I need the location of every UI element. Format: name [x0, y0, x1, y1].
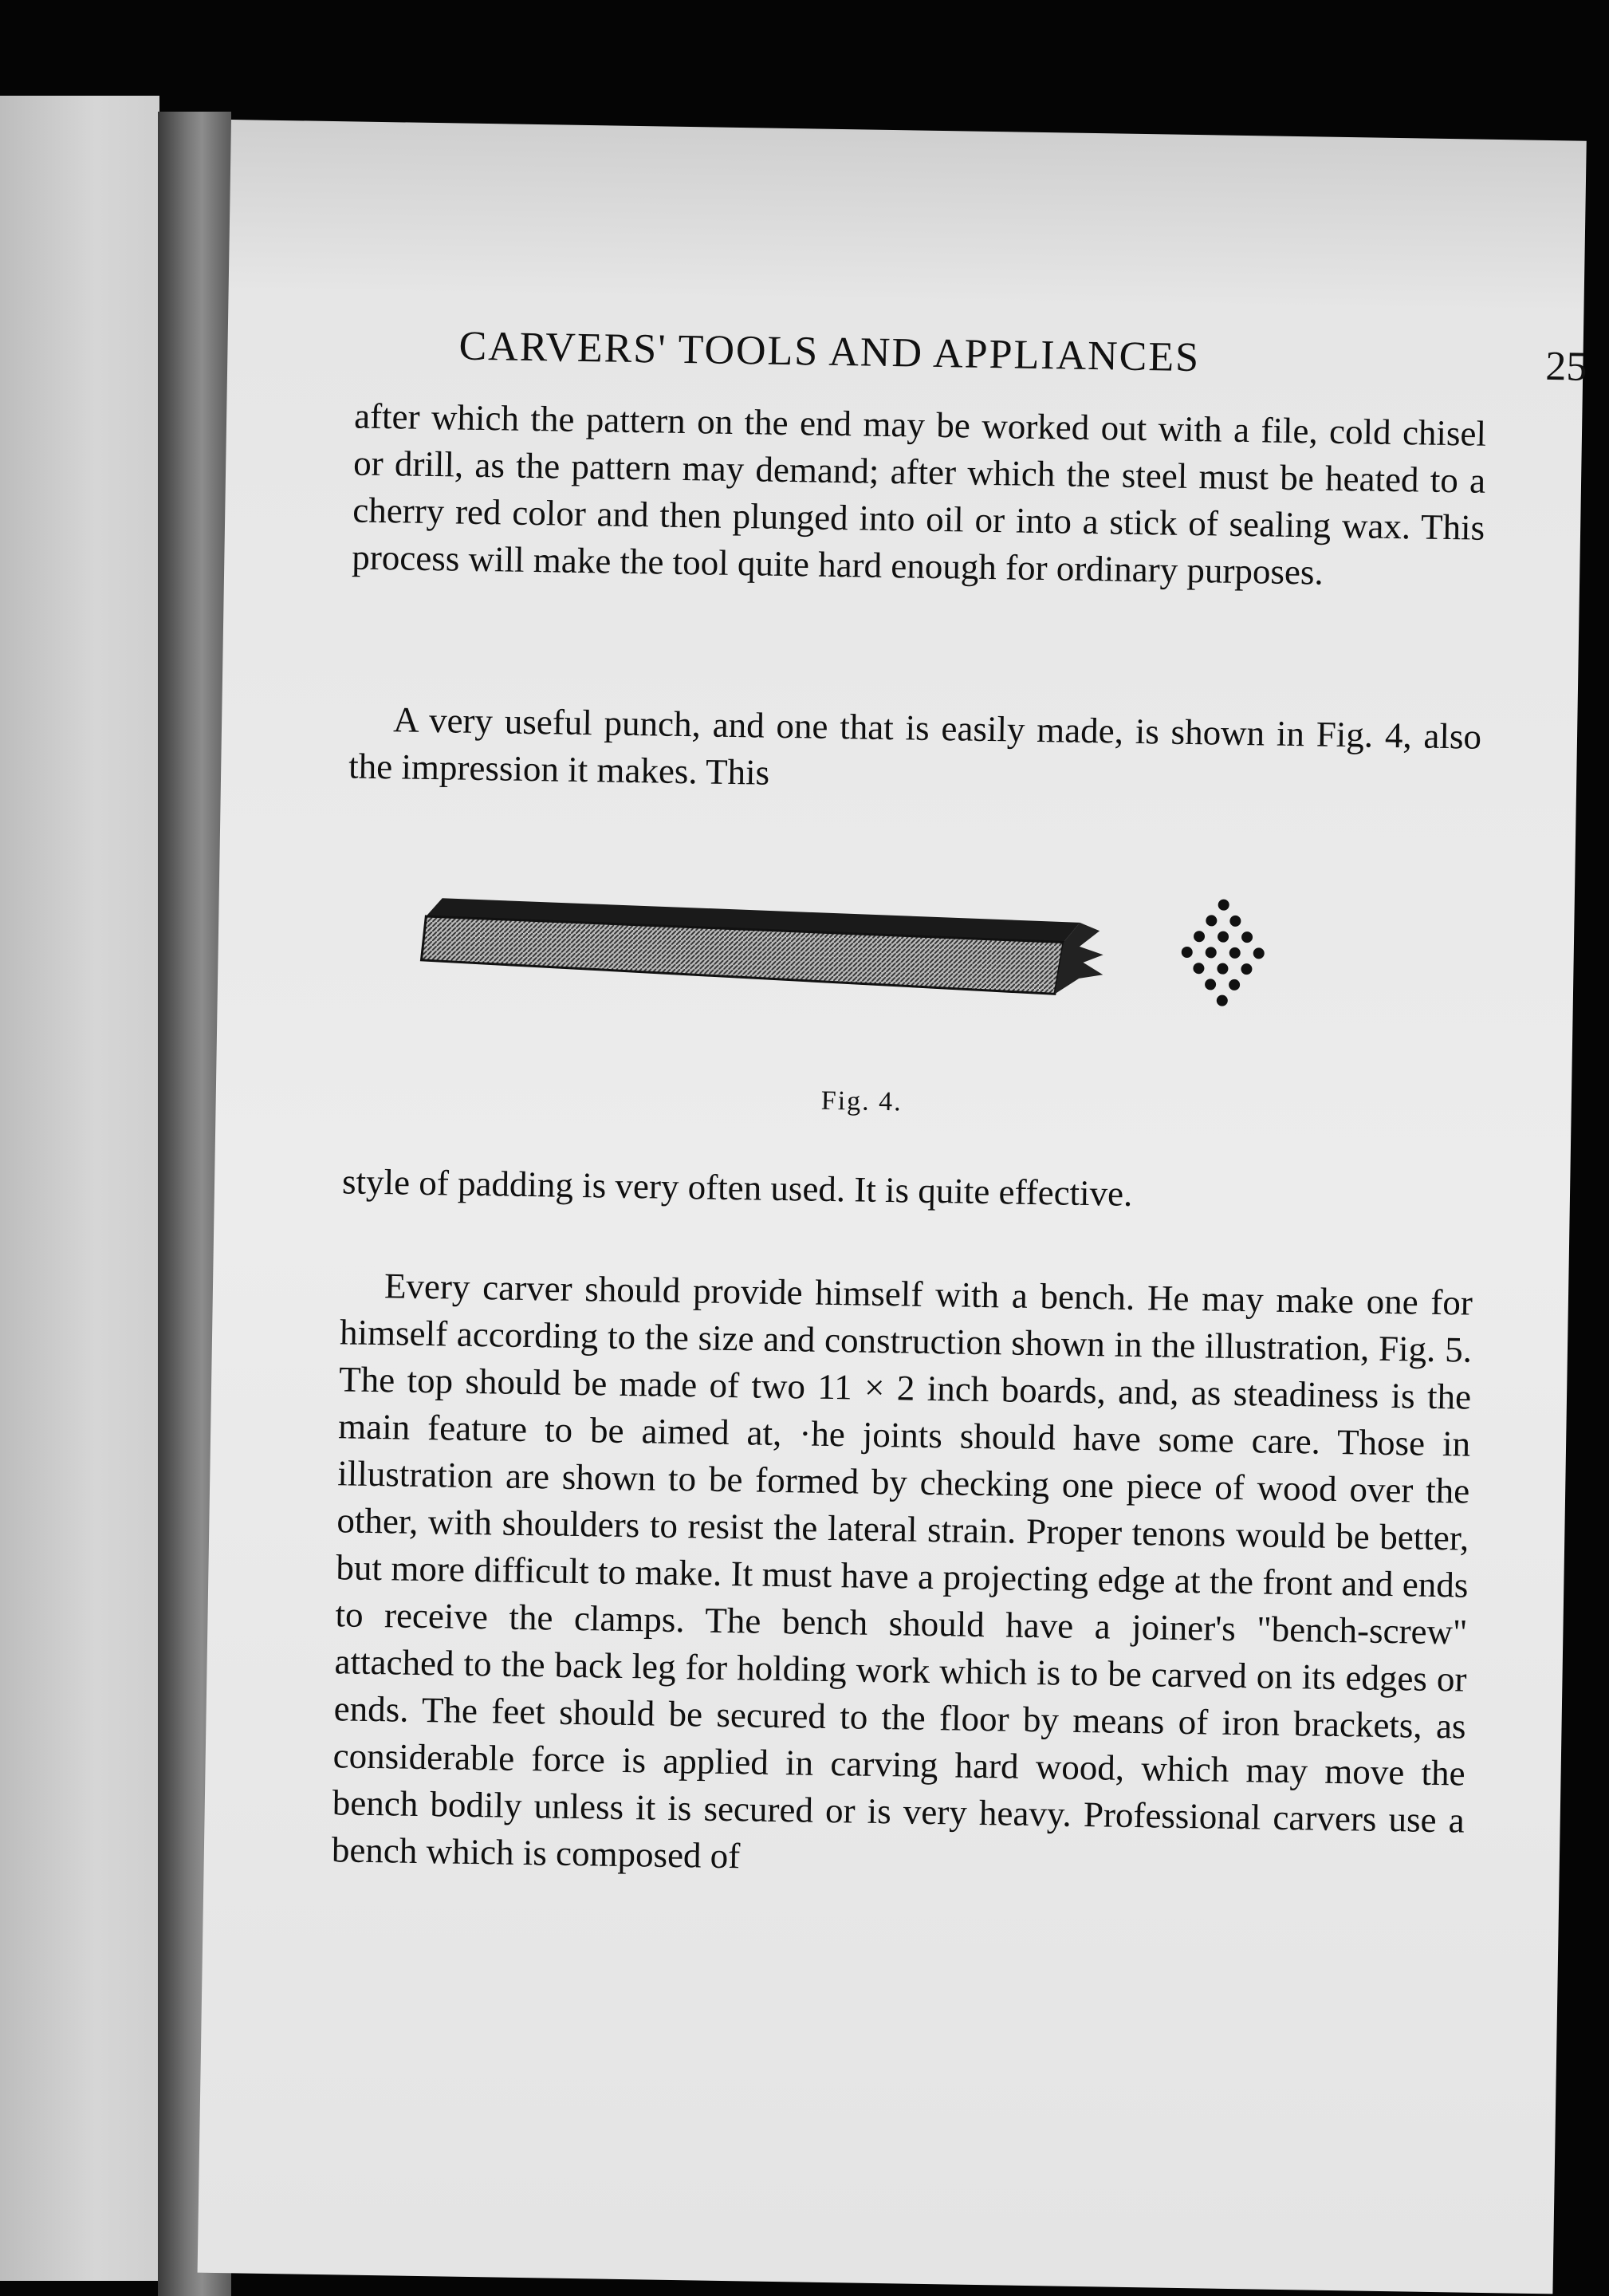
paragraph-4: Every carver should provide himself with a bench. He may make one for himself according to the size and construction shown in the illustration, Fig. 5. The top should be made of two 11 × 2 inch boards, and, as steadiness is the main feature to be aimed at, ·he joints should have some care. Those in illustration are shown to be formed by checking one piece of wood over the other, with shoulders to resist the lateral strain. Proper tenons would be better, but more difficult to make. It must have a projecting edge at the front and ends to receive the clamps. The bench should have a joiner's "bench-screw" attached to the back leg for holding work which is to be carved on its edges or ends. The feet should be secured to the floor by means of iron brackets, as considerable force is applied in carving hard wood, which may move the bench bodily unless it is secured or is very heavy. Professional carvers use a bench which is composed of [331, 1266, 1473, 1877]
punch-tool [421, 898, 1104, 994]
paragraph-2: A very useful punch, and one that is easily made, is shown in Fig. 4, also the impression it makes. This [348, 699, 1482, 793]
running-head: CARVERS' TOOLS AND APPLIANCES [458, 323, 1201, 381]
facing-page-edge [0, 96, 159, 2281]
page-number: 25 [1544, 343, 1587, 390]
figure-4 [415, 841, 1336, 1118]
paragraph-1: after which the pattern on the end may be worked out with a file, cold chisel or drill, as the pattern may demand; after which the steel must be heated to a cherry red color and then plunged into oil or into a stick of sealing wax. This process will make the tool quite hard enough for ordinary purposes. [352, 396, 1487, 593]
punch-impression [1181, 899, 1265, 1007]
book-page [198, 120, 1587, 2294]
punch-illustration [415, 841, 1336, 1086]
page-header [458, 323, 1587, 396]
figure-caption: Fig. 4. [820, 1085, 903, 1117]
paragraph-3: style of padding is very often used. It is quite effective. [341, 1161, 1133, 1214]
